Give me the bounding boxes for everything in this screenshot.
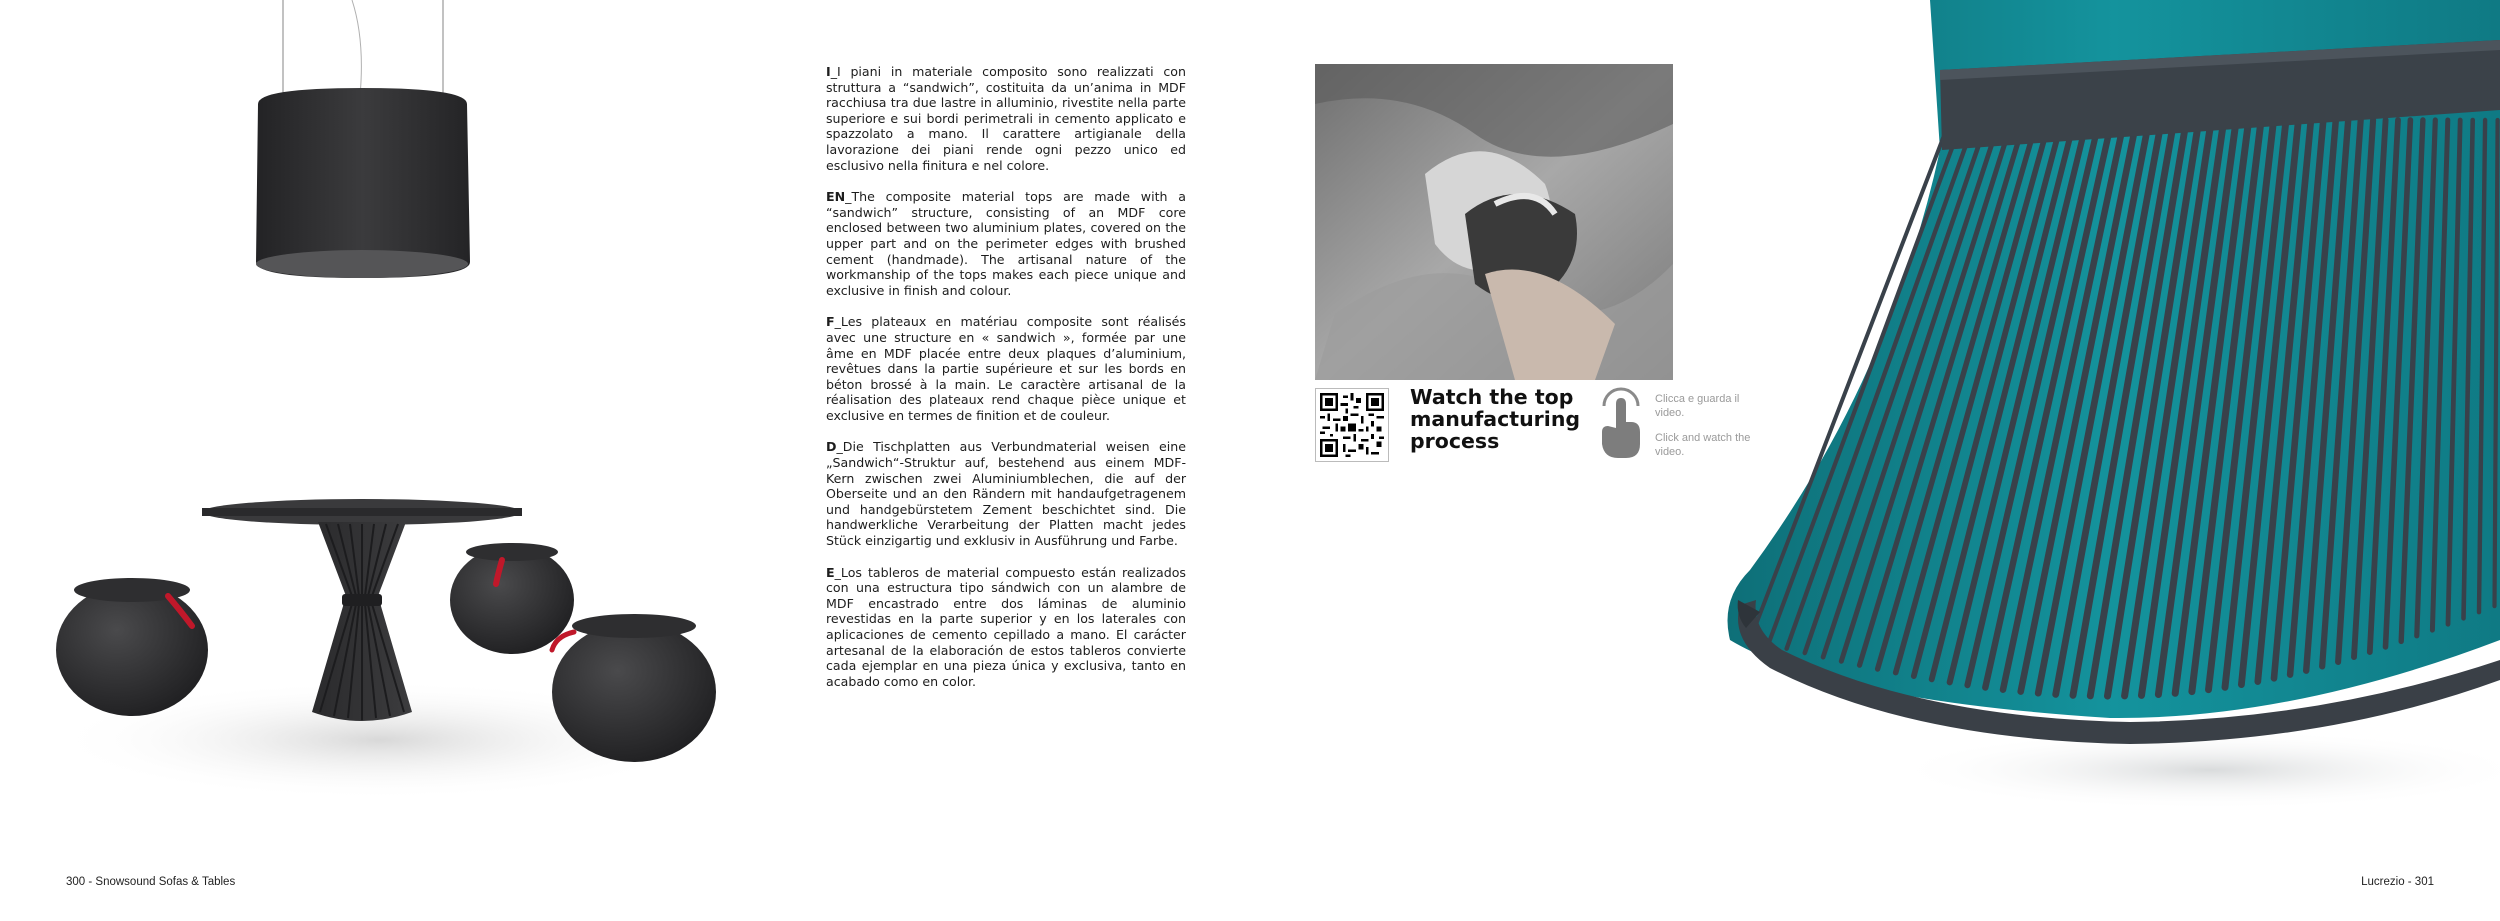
- paragraph-text: _Los tableros de material compuesto están realizados con una estructura tipo sándwich con un alambre de MDF encastrado entre dos láminas de aluminio revestidas en la parte superior y en los laterales con aplicaciones de cemento cepillado a mano. El carácter artesanal de la elaboración de estos tableros convierte cada ejemplar en una pieza única y exclusiva, tanto en acabado como en color.: [826, 564, 1186, 689]
- footer-right-page-number: Lucrezio - 301: [2361, 876, 2434, 888]
- video-title[interactable]: [1410, 386, 1580, 452]
- multilingual-description: [826, 64, 1186, 705]
- paragraph-text: _The composite material tops are made with a “sandwich” structure, consisting of an MDF core enclosed between two aluminium plates, covered on the upper part and on the perimeter edges with brushed cement (handmade). The artisanal nature of the workmanship of the tops makes each piece unique and exclusive in finish and colour.: [826, 189, 1186, 298]
- paragraph-de: [826, 439, 1186, 548]
- qr-code[interactable]: [1315, 388, 1389, 462]
- lang-code: EN: [826, 189, 846, 205]
- paragraph-text: _Les plateaux en matériau composite sont réalisés avec une structure en « sandwich », formée par une âme en MDF placée entre deux plaques d’aluminium, revêtues dans la partie supérieure et sur les bords en béton brossé à la main. Le caractère artisanal de la réalisation des plateaux rend chaque pièce unique et exclusive en termes de finition et de couleur.: [826, 314, 1186, 423]
- video-title-line: process: [1410, 429, 1500, 453]
- note-italian: Clicca e guarda il video.: [1655, 393, 1740, 419]
- lang-code: D: [826, 439, 837, 455]
- video-thumbnail[interactable]: [1315, 64, 1673, 380]
- note-english: Click and watch the video.: [1655, 432, 1751, 458]
- lang-code: E: [826, 564, 835, 580]
- paragraph-es: [826, 565, 1186, 690]
- lang-code: I: [826, 64, 831, 79]
- paragraph-fr: [826, 314, 1186, 423]
- video-title-line: manufacturing: [1410, 407, 1581, 431]
- paragraph-text: _Die Tischplatten aus Verbundmaterial weisen eine „Sandwich“-Struktur auf, bestehend aus einem MDF-Kern zwischen zwei Aluminiumblechen, die auf der Oberseite und an den Rändern mit handaufgetragenem und handgebürstetem Zement beschichtet sind. Die handwerkliche Verarbeitung der Platten macht jedes Stück einzigartig und exklusiv in Ausführung und Farbe.: [826, 439, 1186, 549]
- video-title-line: Watch the top: [1410, 385, 1574, 409]
- lang-code: F: [826, 314, 835, 330]
- hand-pointer-icon[interactable]: [1598, 386, 1644, 460]
- paragraph-en: [826, 189, 1186, 298]
- paragraph-it: [826, 64, 1186, 173]
- product-photo-chair-detail: [1690, 0, 2500, 860]
- paragraph-text: _I piani in materiale composito sono realizzati con struttura a “sandwich”, costituita da un’anima in MDF racchiusa tra due lastre in alluminio, rivestite nella parte superiore e sui bordi perimetrali in cemento applicato e spazzolato a mano. Il carattere artigianale della lavorazione dei piani rende ogni pezzo unico ed esclusivo nella finitura e nel colore.: [826, 64, 1186, 173]
- product-photo-lamp-table-poufs: [0, 0, 760, 860]
- footer-left-page-number: 300 - Snowsound Sofas & Tables: [66, 876, 236, 888]
